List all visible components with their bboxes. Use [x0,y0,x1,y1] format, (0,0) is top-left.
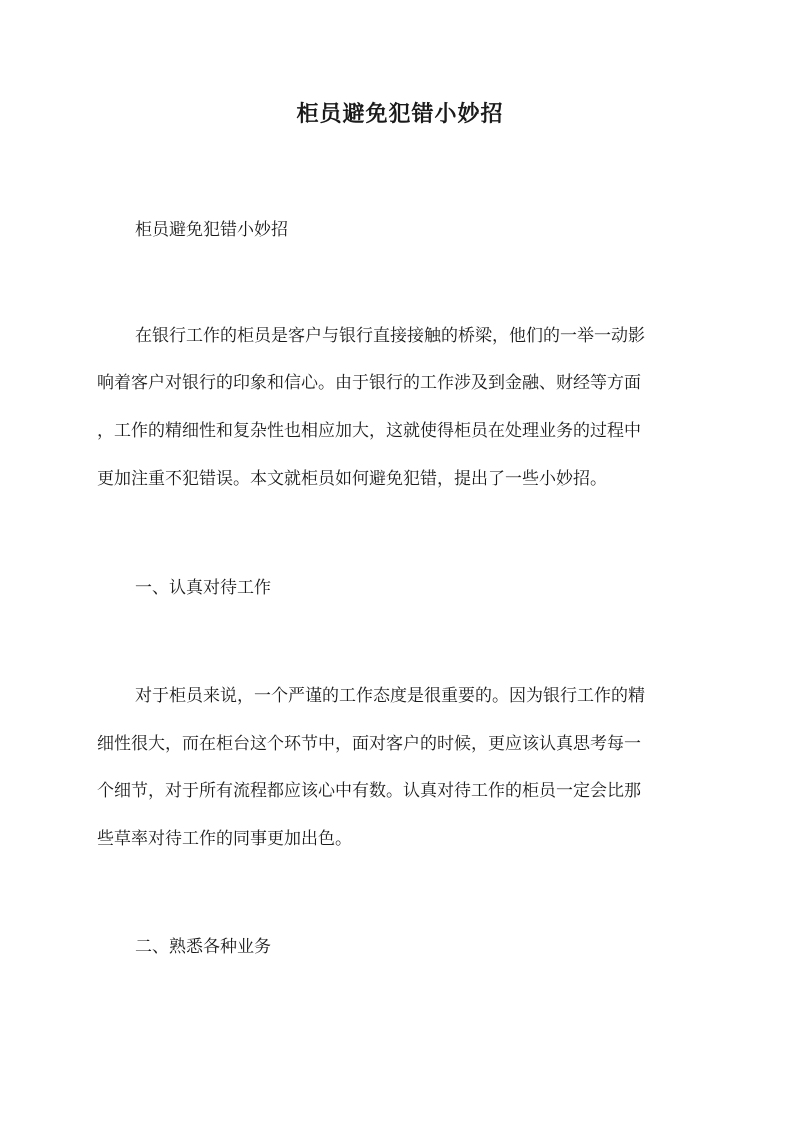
section-1-line-2: 细性很大，而在柜台这个环节中，面对客户的时候，更应该认真思考每一 [97,734,641,754]
section-1-line-1: 对于柜员来说，一个严谨的工作态度是很重要的。因为银行工作的精 [135,686,645,706]
section-2-heading: 二、熟悉各种业务 [135,937,271,957]
section-1-line-3: 个细节，对于所有流程都应该心中有数。认真对待工作的柜员一定会比那 [97,781,641,801]
intro-line-3: ，工作的精细性和复杂性也相应加大，这就使得柜员在处理业务的过程中 [97,421,641,441]
intro-line-4: 更加注重不犯错误。本文就柜员如何避免犯错，提出了一些小妙招。 [97,469,607,489]
document-subtitle: 柜员避免犯错小妙招 [135,220,288,240]
intro-line-1: 在银行工作的柜员是客户与银行直接接触的桥梁，他们的一举一动影 [135,326,645,346]
intro-line-2: 响着客户对银行的印象和信心。由于银行的工作涉及到金融、财经等方面 [97,373,641,393]
document-title: 柜员避免犯错小妙招 [296,101,504,127]
section-1-line-4: 些草率对待工作的同事更加出色。 [97,829,352,849]
section-1-heading: 一、认真对待工作 [135,578,271,598]
